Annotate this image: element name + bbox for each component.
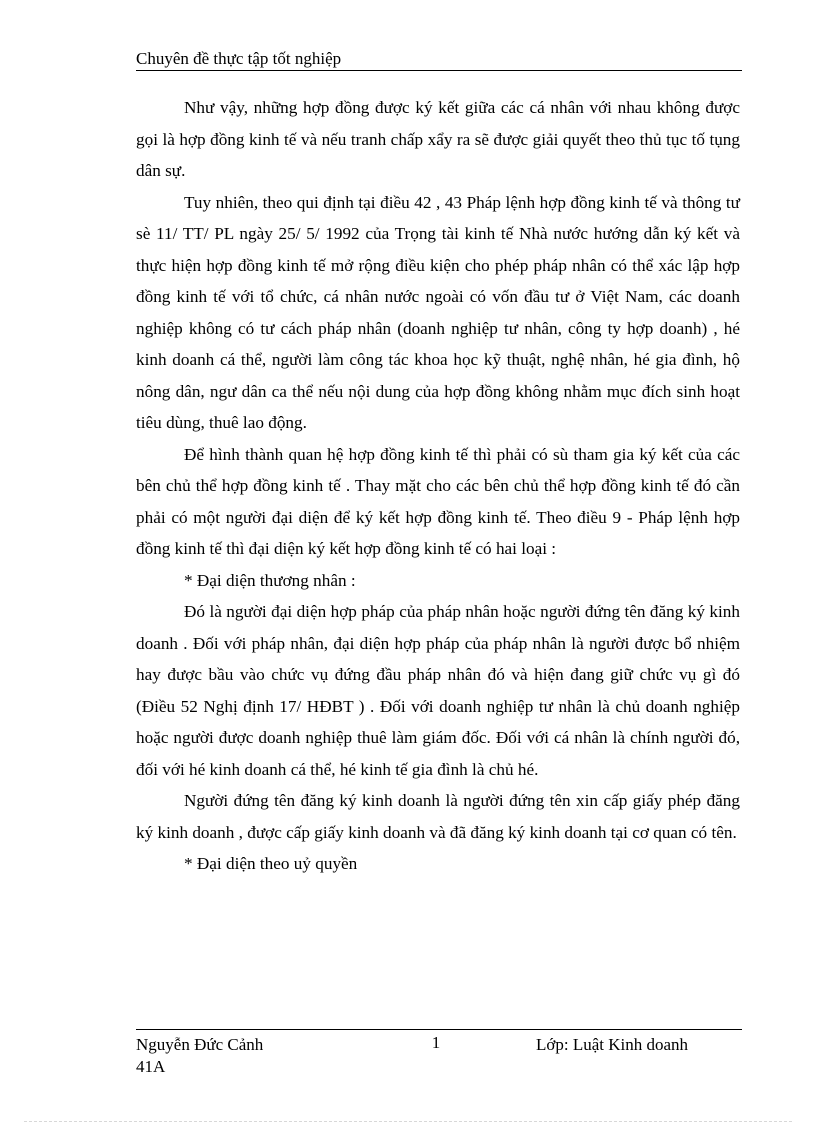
footer-class-label: Lớp: Luật Kinh doanh — [536, 1035, 689, 1054]
page-number: 1 — [431, 1033, 441, 1052]
page-bottom-edge — [24, 1121, 792, 1122]
paragraph: Đó là người đại diện hợp pháp của pháp nhân hoặc người đứng tên đăng ký kinh doanh . Đối với pháp nhân, đại diện hợp pháp của pháp nhân là người được bổ nhiệm hay được bầu vào chức vụ đứng đầu pháp nhân đó và hiện đang giữ chức vụ gì đó (Điều 52 Nghị định 17/ HĐBT ) . Đối với doanh nghiệp tư nhân là chủ doanh nghiệp hoặc người được doanh nghiệp thuê làm giám đốc. Đối với cá nhân là chính người đó, đối với hé kinh doanh cá thể, hé kinh tế gia đình là chủ hé. — [136, 602, 740, 779]
paragraph: Như vậy, những hợp đồng được ký kết giữa các cá nhân với nhau không được gọi là hợp đồng kinh tế và nếu tranh chấp xẩy ra sẽ được giải quyết theo thủ tục tố tụng dân sự. — [136, 98, 740, 180]
paragraph: Người đứng tên đăng ký kinh doanh là người đứng tên xin cấp giấy phép đăng ký kinh doanh , được cấp giấy kinh doanh và đã đăng ký kinh doanh tại cơ quan có tên. — [136, 791, 740, 842]
paragraph: * Đại diện thương nhân : — [184, 570, 356, 590]
footer-divider — [136, 1029, 742, 1030]
paragraph: Tuy nhiên, theo qui định tại điều 42 , 43 Pháp lệnh hợp đồng kinh tế và thông tư sè 11/ TT/ PL ngày 25/ 5/ 1992 của Trọng tài kinh tế Nhà nước hướng dẫn ký kết và thực hiện hợp đồng kinh tế mở rộng điều kiện cho phép pháp nhân có thể xác lập hợp đồng kinh tế với tổ chức, cá nhân nước ngoài có vốn đầu tư ở Việt Nam, các doanh nghiệp không có tư cách pháp nhân (doanh nghiệp tư nhân, công ty hợp doanh) , hé kinh doanh cá thể, người làm công tác khoa học kỹ thuật, nghệ nhân, hé gia đình, hộ nông dân, ngư dân ca thể nếu nội dung của hợp đồng không nhằm mục đích sinh hoạt tiêu dùng, thuê lao động. — [136, 192, 740, 432]
paragraph: Để hình thành quan hệ hợp đồng kinh tế thì phải có sù tham gia ký kết của các bên chủ thể hợp đồng kinh tế . Thay mặt cho các bên chủ thể hợp đồng kinh tế đó cần phải có một người đại diện để ký kết hợp đồng kinh tế. Theo điều 9 - Pháp lệnh hợp đồng kinh tế thì đại diện ký kết hợp đồng kinh tế có hai loại : — [136, 444, 740, 558]
paragraph: * Đại diện theo uỷ quyền — [184, 854, 358, 873]
document-body — [136, 92, 740, 880]
page-header-title: Chuyên đề thực tập tốt nghiệp — [136, 49, 342, 68]
header-divider — [136, 70, 742, 71]
footer-author: Nguyễn Đức Cảnh 41A — [136, 1035, 264, 1076]
